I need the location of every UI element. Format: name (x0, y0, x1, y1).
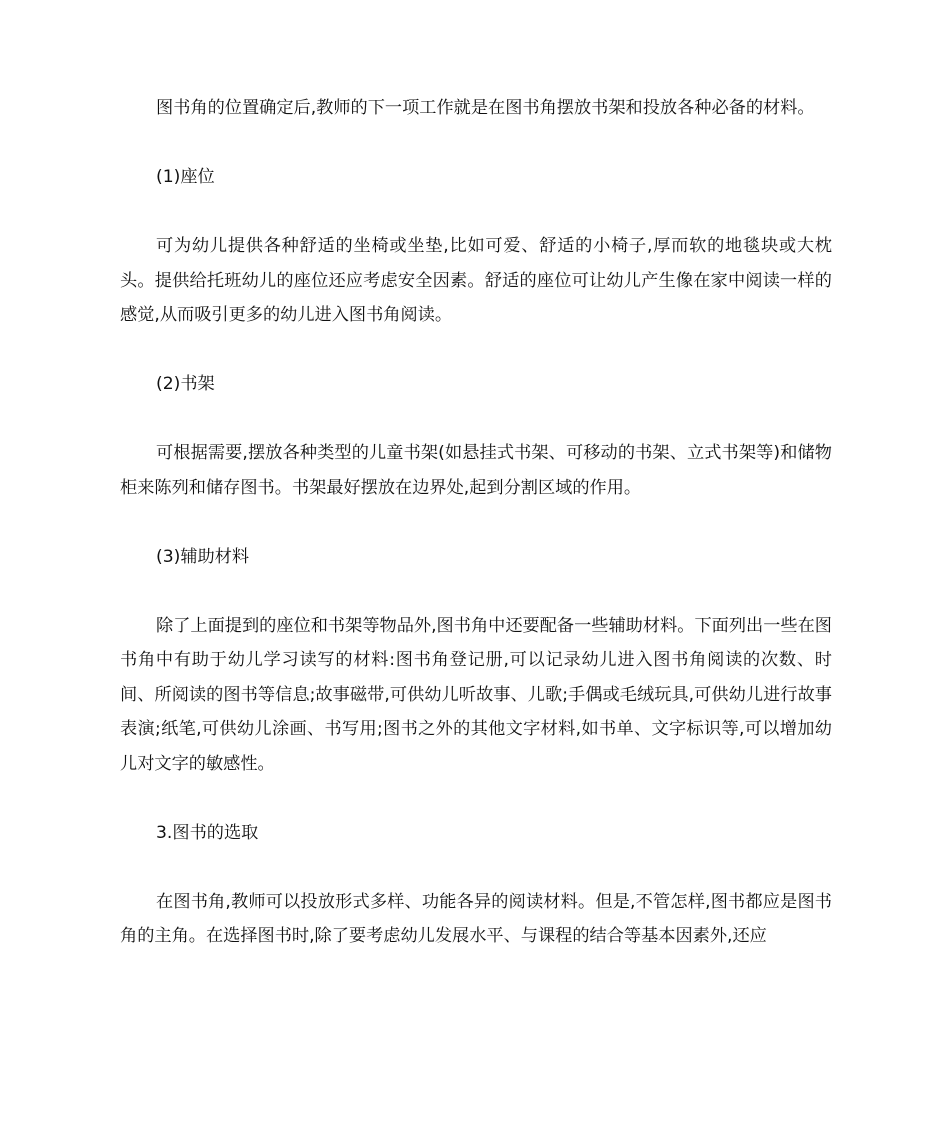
document-page (120, 91, 832, 954)
heading-book-selection: 3.图书的选取 (156, 822, 259, 843)
heading-auxiliary-materials: (3)辅助材料 (156, 546, 250, 567)
heading-bookshelf: (2)书架 (156, 374, 215, 394)
paragraph-bookshelf: 可根据需要,摆放各种类型的儿童书架(如悬挂式书架、可移动的书架、立式书架等)和储物柜来陈列和储存图书。书架最好摆放在边界处,起到分割区域的作用。 (120, 443, 832, 498)
paragraph-seating: 可为幼儿提供各种舒适的坐椅或坐垫,比如可爱、舒适的小椅子,厚而软的地毯块或大枕头。提供给托班幼儿的座位还应考虑安全因素。舒适的座位可让幼儿产生像在家中阅读一样的感觉,从而吸引更多的幼儿进入图书角阅读。 (120, 236, 832, 325)
paragraph-auxiliary-materials: 除了上面提到的座位和书架等物品外,图书角中还要配备一些辅助材料。下面列出一些在图书角中有助于幼儿学习读写的材料:图书角登记册,可以记录幼儿进入图书角阅读的次数、时间、所阅读的图书等信息;故事磁带,可供幼儿听故事、儿歌;手偶或毛绒玩具,可供幼儿进行故事表演;纸笔,可供幼儿涂画、书写用;图书之外的其他文字材料,如书单、文字标识等,可以增加幼儿对文字的敏感性。 (120, 615, 832, 774)
paragraph-book-selection: 在图书角,教师可以投放形式多样、功能各异的阅读材料。但是,不管怎样,图书都应是图书角的主角。在选择图书时,除了要考虑幼儿发展水平、与课程的结合等基本因素外,还应 (120, 891, 832, 946)
heading-seating: (1)座位 (156, 167, 215, 187)
paragraph-intro: 图书角的位置确定后,教师的下一项工作就是在图书角摆放书架和投放各种必备的材料。 (156, 98, 815, 118)
